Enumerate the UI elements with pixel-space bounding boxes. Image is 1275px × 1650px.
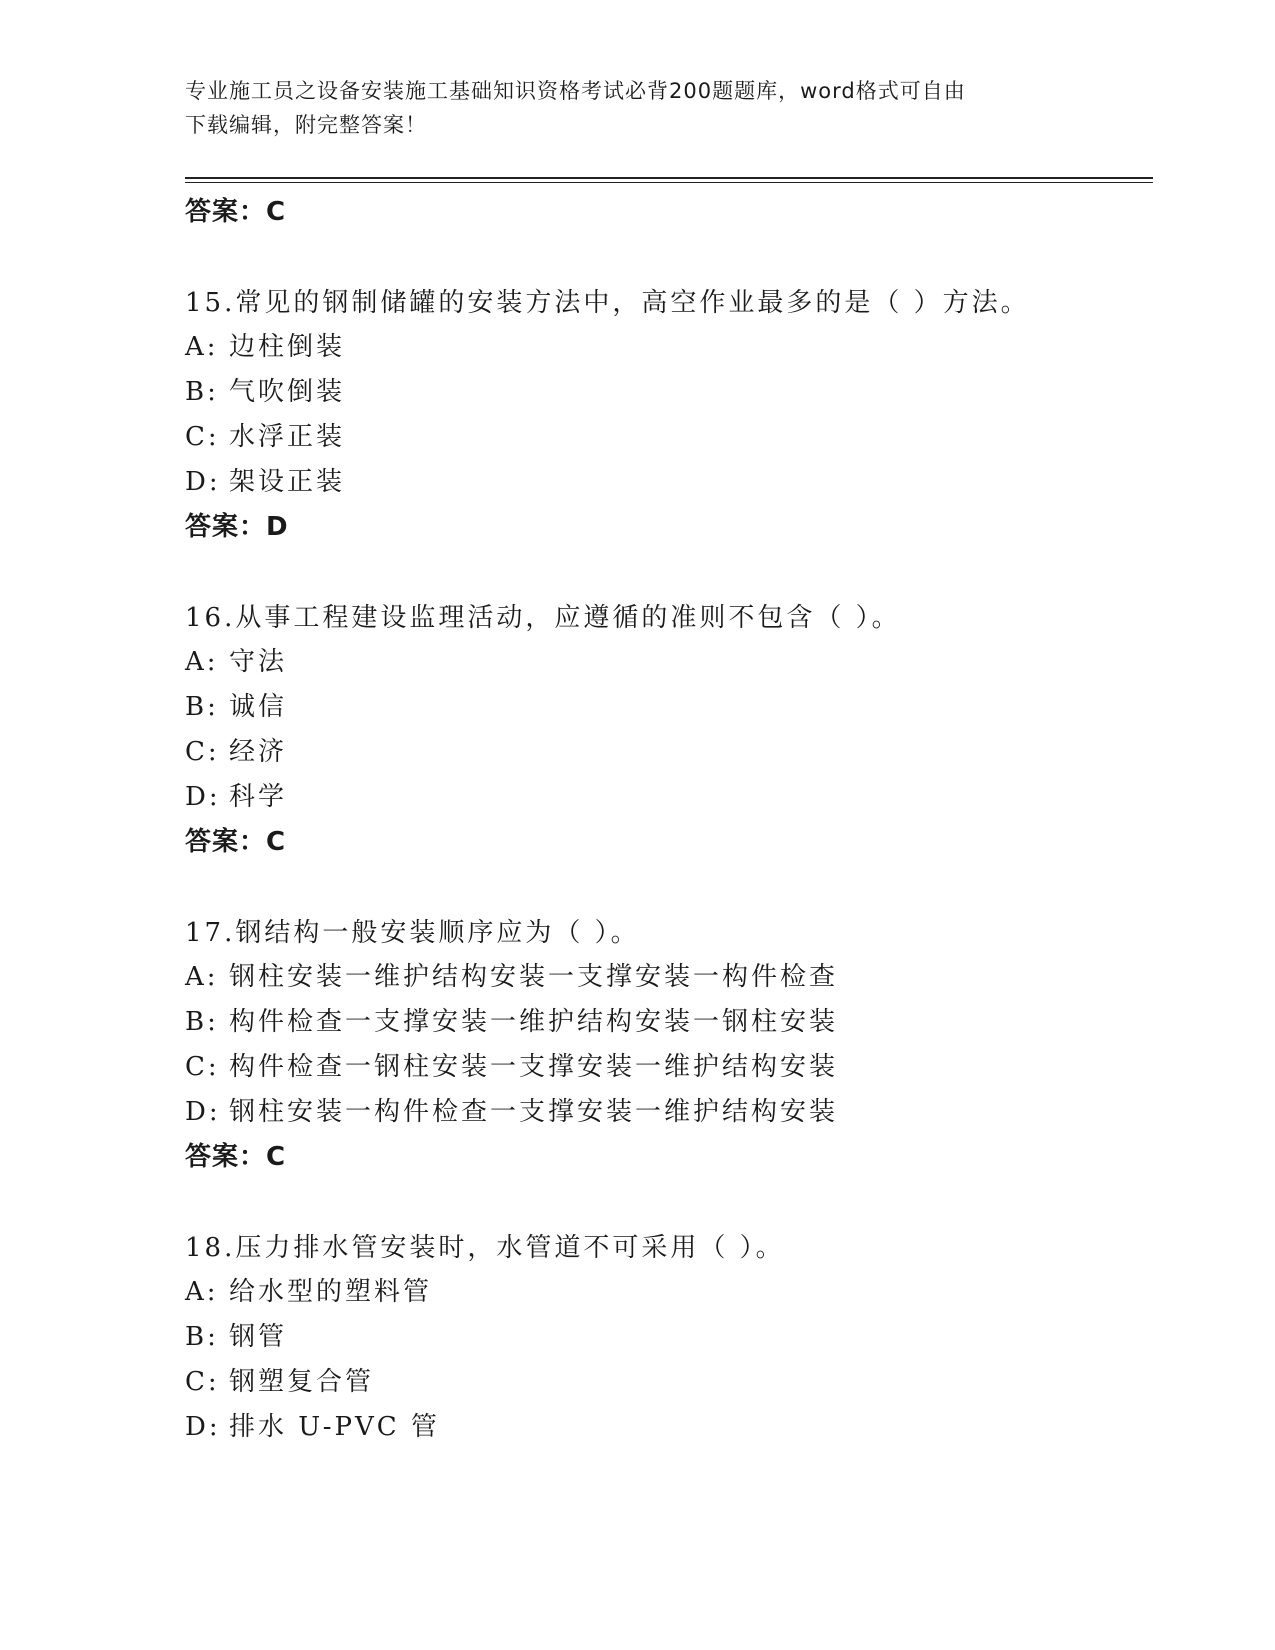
option-text: 钢柱安装一构件检查一支撑安装一维护结构安装	[229, 1097, 839, 1127]
option-letter: D:	[185, 782, 221, 812]
option-d	[185, 775, 1153, 820]
option-letter: D:	[185, 467, 221, 497]
header-line-1: 专业施工员之设备安装施工基础知识资格考试必背200题题库，word格式可自由	[185, 79, 966, 103]
question-stem: 17.钢结构一般安装顺序应为（ ）。	[185, 918, 640, 948]
option-text: 诚信	[229, 692, 288, 722]
header-line-2: 下载编辑，附完整答案！	[185, 113, 427, 137]
option-text: 架设正装	[229, 467, 346, 497]
option-letter: C:	[185, 1367, 220, 1397]
option-d	[185, 460, 1153, 505]
answer: 答案：D	[185, 512, 289, 542]
option-letter: C:	[185, 422, 220, 452]
option-b	[185, 1000, 1153, 1045]
option-letter: A:	[185, 962, 219, 992]
option-a	[185, 325, 1153, 370]
option-text: 钢塑复合管	[229, 1367, 375, 1397]
option-text: 构件检查一钢柱安装一支撑安装一维护结构安装	[229, 1052, 839, 1082]
option-b	[185, 1315, 1153, 1360]
option-b	[185, 370, 1153, 415]
option-text: 守法	[229, 647, 288, 677]
question-stem: 16.从事工程建设监理活动，应遵循的准则不包含（ ）。	[185, 603, 901, 633]
option-letter: B:	[185, 1007, 219, 1037]
option-a	[185, 955, 1153, 1000]
option-letter: D:	[185, 1097, 221, 1127]
option-d	[185, 1405, 1153, 1450]
option-text: 经济	[229, 737, 288, 767]
option-text: 给水型的塑料管	[229, 1277, 433, 1307]
question-15	[185, 281, 1153, 549]
option-text: 构件检查一支撑安装一维护结构安装一钢柱安装	[229, 1007, 839, 1037]
option-text: 钢柱安装一维护结构安装一支撑安装一构件检查	[229, 962, 839, 992]
question-17	[185, 911, 1153, 1179]
option-letter: A:	[185, 332, 219, 362]
question-list	[185, 190, 1153, 1450]
question-stem: 18.压力排水管安装时，水管道不可采用（ ）。	[185, 1233, 785, 1263]
question-stem: 15.常见的钢制储罐的安装方法中，高空作业最多的是（ ）方法。	[185, 288, 1030, 318]
option-text: 气吹倒装	[229, 377, 346, 407]
option-text: 水浮正装	[229, 422, 346, 452]
option-text: 排水 U-PVC 管	[229, 1412, 440, 1442]
option-b	[185, 685, 1153, 730]
option-text: 科学	[229, 782, 288, 812]
answer-previous: 答案：C	[185, 197, 287, 227]
option-a	[185, 1270, 1153, 1315]
answer: 答案：C	[185, 827, 287, 857]
option-letter: A:	[185, 1277, 219, 1307]
option-letter: B:	[185, 1322, 219, 1352]
option-letter: B:	[185, 377, 219, 407]
option-c	[185, 1045, 1153, 1090]
option-d	[185, 1090, 1153, 1135]
question-18	[185, 1226, 1153, 1450]
page-header	[185, 74, 1065, 142]
option-letter: C:	[185, 1052, 220, 1082]
option-letter: C:	[185, 737, 220, 767]
answer: 答案：C	[185, 1142, 287, 1172]
option-c	[185, 730, 1153, 775]
header-divider-thick	[185, 177, 1153, 179]
option-letter: B:	[185, 692, 219, 722]
option-letter: A:	[185, 647, 219, 677]
option-text: 边柱倒装	[229, 332, 346, 362]
option-c	[185, 415, 1153, 460]
option-letter: D:	[185, 1412, 221, 1442]
option-c	[185, 1360, 1153, 1405]
header-divider-thin	[185, 182, 1153, 183]
option-text: 钢管	[229, 1322, 288, 1352]
option-a	[185, 640, 1153, 685]
question-16	[185, 596, 1153, 864]
